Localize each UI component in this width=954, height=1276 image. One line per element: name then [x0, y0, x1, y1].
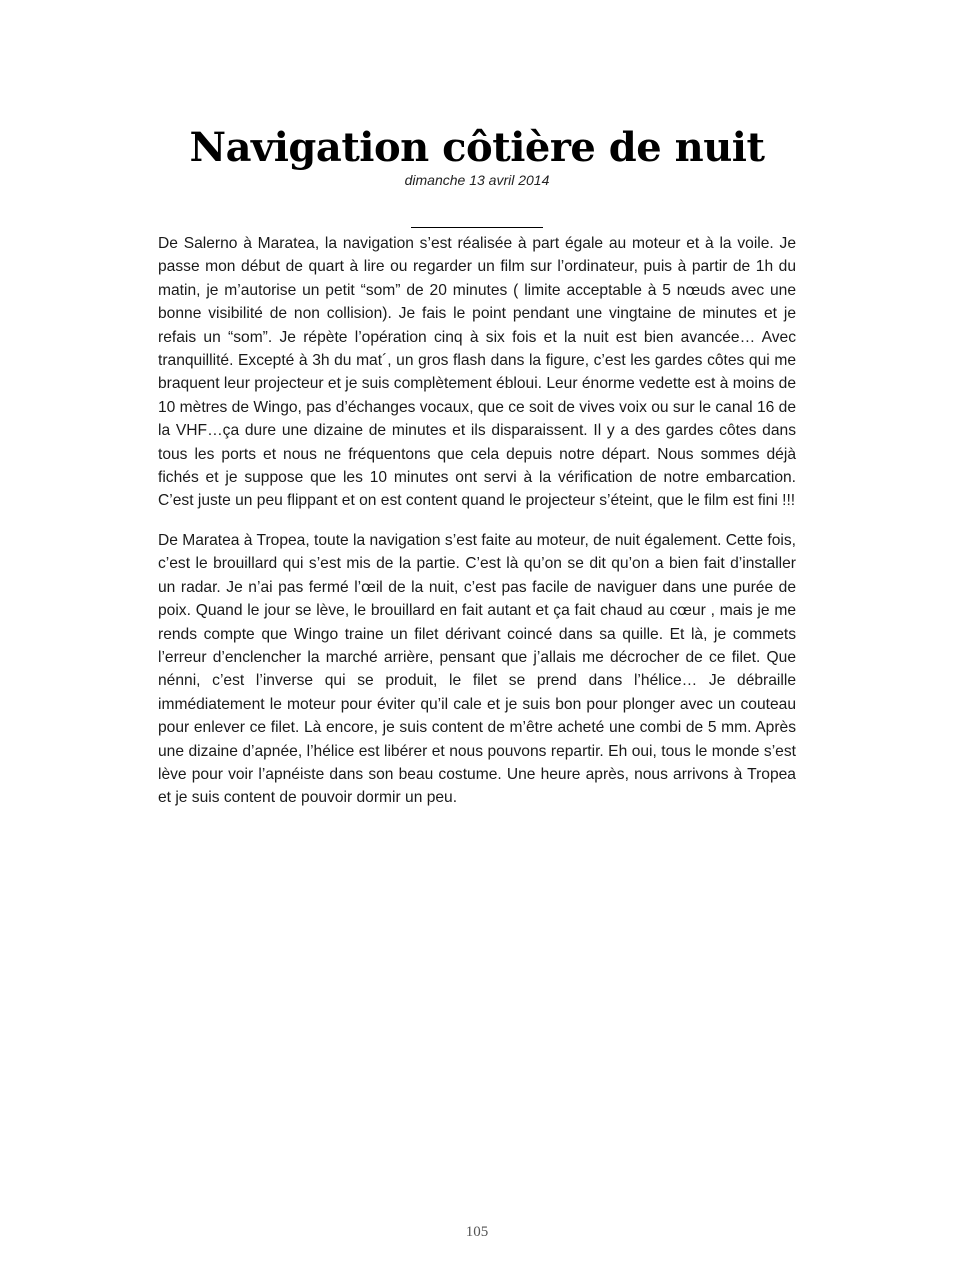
article-body — [158, 232, 796, 826]
paragraph-2: De Maratea à Tropea, toute la navigation s’est faite au moteur, de nuit également. Cette fois, c’est le brouillard qui s’est mis de la partie. C’est là qu’on se dit qu’on a bien fait d’installer un radar. Je n’ai pas fermé l’œil de la nuit, c’est pas facile de naviguer dans une purée de poix. Quand le jour se lève, le brouillard en fait autant et ça fait chaud au cœur , mais je me rends compte que Wingo traine un filet dérivant coincé dans sa quille. Et là, je commets l’erreur d’enclencher la marché arrière, pensant que j’allais me décrocher de ce filet. Que nénni, c’est l’inverse qui se produit, le filet se prend dans l’hélice… Je débraille immédiatement le moteur pour éviter qu’il cale et je suis bon pour plonger avec un couteau pour enlever ce filet. Là encore, je suis content de m’être acheté une combi de 5 mm. Après une dizaine d’apnée, l’hélice est libérer et nous pouvons repartir. Eh oui, tous le monde s’est lève pour voir l’apnéiste dans son beau costume. Une heure après, nous arrivons à Tropea et je suis content de pouvoir dormir un peu. — [158, 531, 796, 807]
page-number: 105 — [465, 1224, 489, 1240]
paragraph-1: De Salerno à Maratea, la navigation s’est réalisée à part égale au moteur et à la voile. Je passe mon début de quart à lire ou regarder un film sur l’ordinateur, puis à partir de 1h du matin, je m’autorise un petit “som” de 20 minutes ( limite acceptable à 5 nœuds avec une bonne visibilité de non collision). Je fais le point pendant une vingtaine de minutes et je refais un “som”. Je répète l’opération cinq à six fois et la nuit est bien avancée… Avec tranquillité. Excepté à 3h du mat´, un gros flash dans la figure, c’est les gardes côtes qui me braquent leur projecteur et je suis complètement ébloui. Leur énorme vedette est à moins de 10 mètres de Wingo, pas d’échanges vocaux, que ce soit de vives voix ou sur le canal 16 de la VHF…ça dure une dizaine de minutes et ils disparaissent. Il y a des gardes côtes dans tous les ports et nous ne fréquentons que cela depuis notre départ. Nous sommes déjà fichés et je suppose que les 10 minutes ont servi à la vérification de notre embarcation. C’est juste un peu flippant et on est content quand le projecteur s’éteint, que le film est fini !!! — [158, 235, 796, 510]
title-divider — [411, 227, 543, 228]
post-date: dimanche 13 avril 2014 — [404, 172, 550, 188]
page-title: Navigation côtière de nuit — [189, 124, 765, 171]
